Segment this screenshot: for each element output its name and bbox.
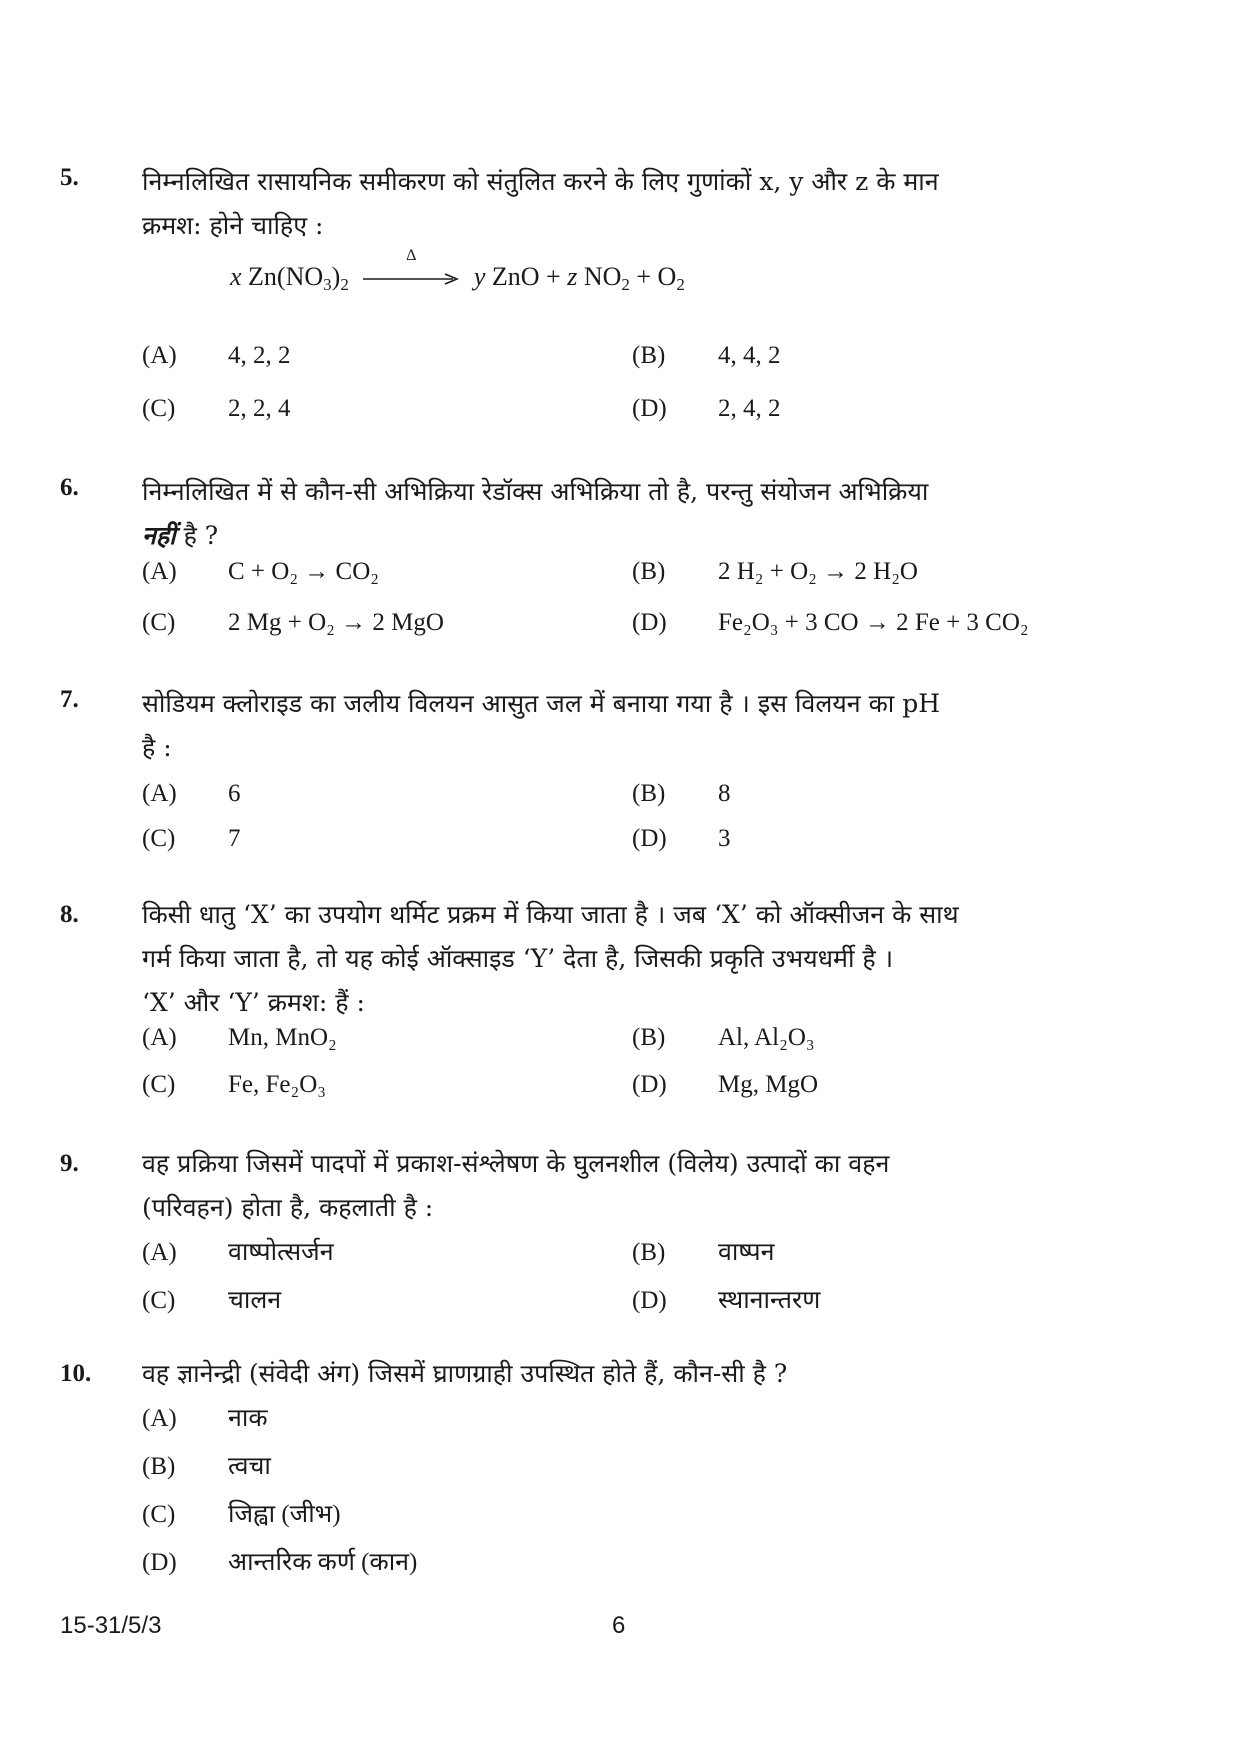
- option-b[interactable]: (B) वाष्पन: [632, 1239, 775, 1266]
- option-b[interactable]: (B) 8: [632, 780, 731, 807]
- question-text: वह प्रक्रिया जिसमें पादपों में प्रकाश-संश्लेषण के घुलनशील (विलेय) उत्पादों का वहन (परिवहन) होता है, कहलाती है :: [142, 1149, 890, 1222]
- option-c[interactable]: (C) 2 Mg + O₂ → 2 MgO: [142, 609, 444, 636]
- paper-code: 15-31/5/3: [60, 1612, 162, 1639]
- option-d[interactable]: (D) आन्तरिक कर्ण (कान): [142, 1549, 418, 1576]
- page-number: 6: [612, 1612, 626, 1639]
- option-d[interactable]: (D) स्थानान्तरण: [632, 1287, 821, 1314]
- option-a[interactable]: (A) 6: [142, 780, 241, 807]
- question-number: 5.: [60, 164, 79, 191]
- option-b[interactable]: (B) 4, 4, 2: [632, 342, 781, 369]
- question-number: 6.: [60, 474, 79, 501]
- question-number: 8.: [60, 901, 79, 928]
- question-number: 9.: [60, 1150, 79, 1177]
- option-a[interactable]: (A) C + O₂ → CO₂: [142, 558, 379, 585]
- option-a[interactable]: (A) 4, 2, 2: [142, 342, 291, 369]
- option-c[interactable]: (C) चालन: [142, 1287, 282, 1314]
- option-d[interactable]: (D) 3: [632, 825, 731, 852]
- option-c[interactable]: (C) 2, 2, 4: [142, 395, 291, 422]
- option-d[interactable]: (D) 2, 4, 2: [632, 395, 781, 422]
- question-number: 10.: [60, 1360, 92, 1387]
- option-a[interactable]: (A) वाष्पोत्सर्जन: [142, 1239, 334, 1266]
- option-b[interactable]: (B) Al, Al₂O₃: [632, 1024, 815, 1051]
- question-text: सोडियम क्लोराइड का जलीय विलयन आसुत जल में बनाया गया है । इस विलयन का pH है :: [142, 689, 941, 762]
- option-a[interactable]: (A) Mn, MnO₂: [142, 1024, 337, 1051]
- question-text: किसी धातु ‘X’ का उपयोग थर्मिट प्रक्रम में किया जाता है । जब ‘X’ को ऑक्सीजन के साथ गर्म किया जाता है, तो यह कोई ऑक्साइड ‘Y’ देता है, जिसकी प्रकृति उभयधर्मी है । ‘X’ और ‘Y’ क्रमश: हैं :: [142, 900, 959, 1017]
- option-a[interactable]: (A) नाक: [142, 1405, 268, 1432]
- chemical-equation: x $Zn(NO_3)_2$ Δ y ZnO + z $NO_2 + O_2$: [230, 247, 685, 294]
- option-b[interactable]: (B) 2 H₂ + O₂ → 2 H₂O: [632, 558, 918, 585]
- option-c[interactable]: (C) जिह्वा (जीभ): [142, 1501, 341, 1528]
- reaction-arrow-icon: Δ: [363, 269, 459, 289]
- option-d[interactable]: (D) Fe₂O₃ + 3 CO → 2 Fe + 3 CO₂: [632, 609, 1029, 636]
- option-c[interactable]: (C) 7: [142, 825, 241, 852]
- question-number: 7.: [60, 686, 79, 713]
- option-c[interactable]: (C) Fe, Fe₂O₃: [142, 1071, 326, 1098]
- option-d[interactable]: (D) Mg, MgO: [632, 1071, 819, 1098]
- question-text: वह ज्ञानेन्द्री (संवेदी अंग) जिसमें घ्राणग्राही उपस्थित होते हैं, कौन-सी है ?: [142, 1359, 788, 1388]
- question-text: निम्नलिखित में से कौन-सी अभिक्रिया रेडॉक्स अभिक्रिया तो है, परन्तु संयोजन अभिक्रिया नहीं है ?: [142, 477, 929, 550]
- question-text: निम्नलिखित रासायनिक समीकरण को संतुलित करने के लिए गुणांकों x, y और z के मान क्रमश: होने चाहिए :: [142, 167, 939, 240]
- option-b[interactable]: (B) त्वचा: [142, 1453, 271, 1480]
